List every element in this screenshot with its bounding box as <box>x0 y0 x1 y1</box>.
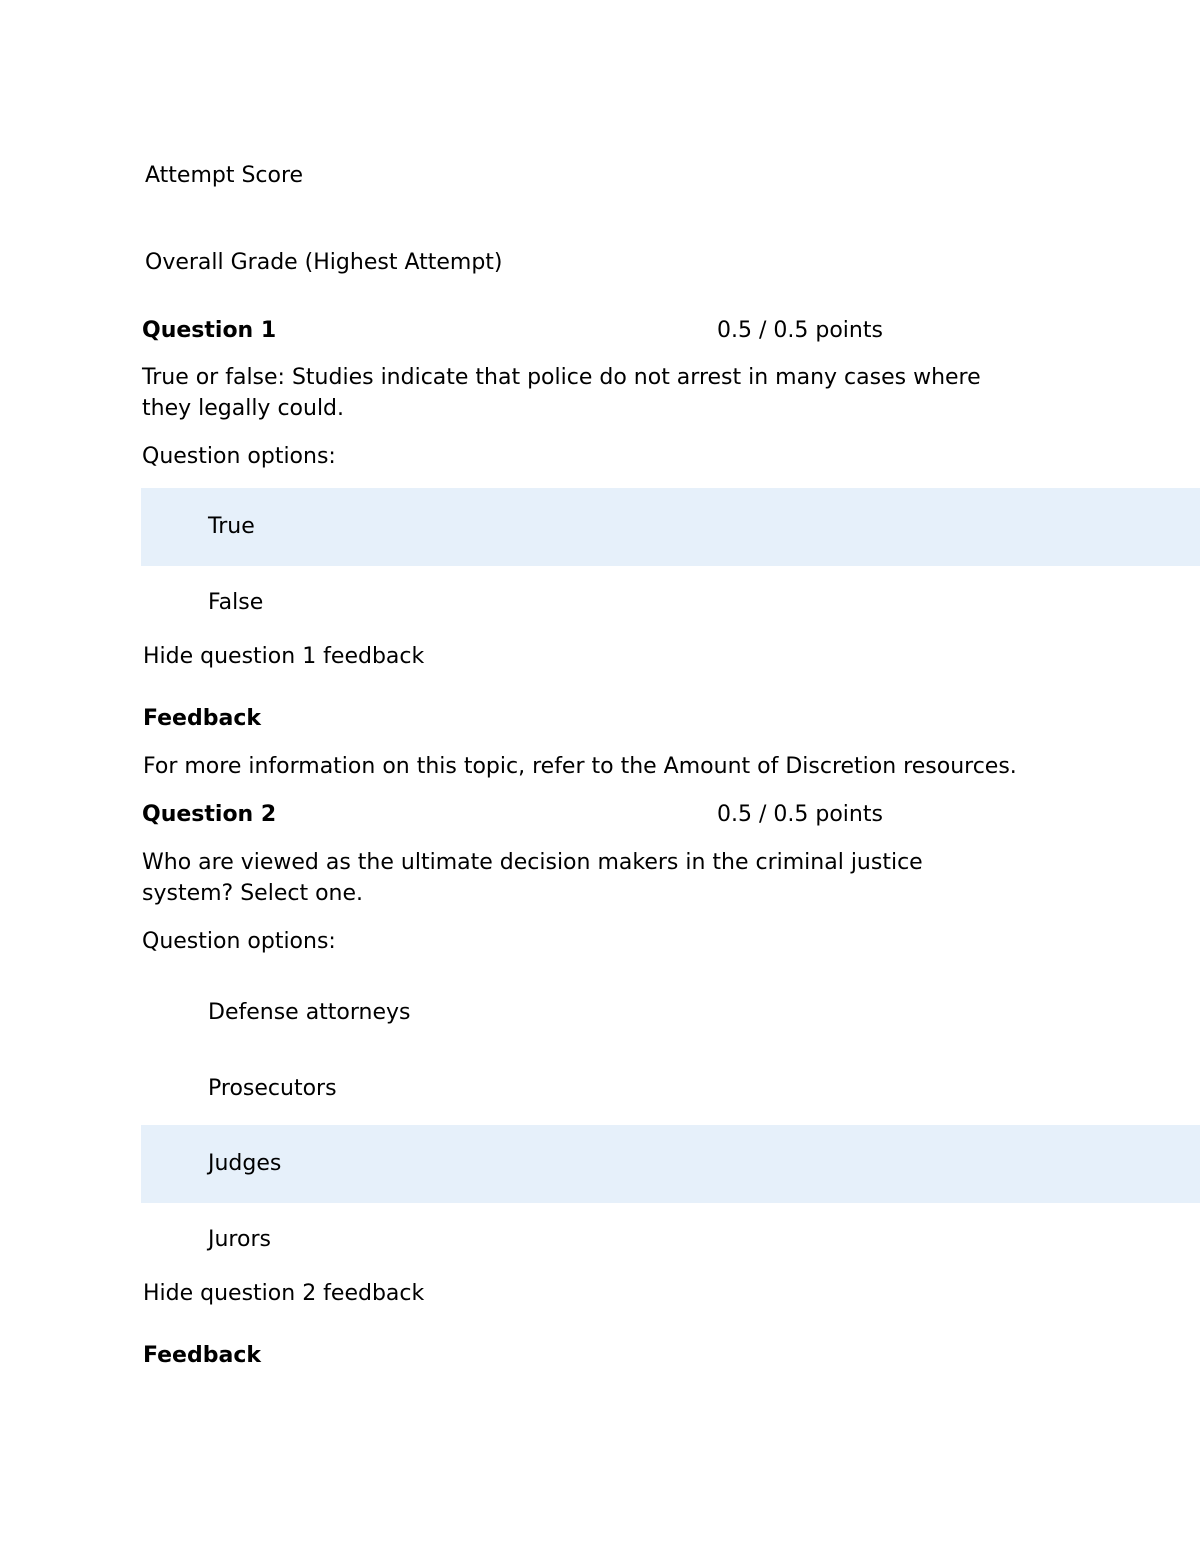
question-2-option-judges[interactable]: Judges <box>208 1151 282 1176</box>
question-2-selected-option-highlight <box>141 1125 1200 1203</box>
question-2-text-line-2: system? Select one. <box>142 881 363 906</box>
hide-question-1-feedback-link[interactable]: Hide question 1 feedback <box>143 644 425 669</box>
question-1-feedback-heading: Feedback <box>143 706 261 731</box>
overall-grade-label: Overall Grade (Highest Attempt) <box>145 250 503 275</box>
question-1-text-line-2: they legally could. <box>142 396 345 421</box>
question-1-selected-option-highlight <box>141 488 1200 566</box>
question-1-option-false[interactable]: False <box>208 590 264 615</box>
question-1-option-true[interactable]: True <box>208 514 255 539</box>
question-2-title: Question 2 <box>142 802 277 827</box>
question-1-points: 0.5 / 0.5 points <box>717 318 883 343</box>
question-2-option-defense-attorneys[interactable]: Defense attorneys <box>208 1000 411 1025</box>
question-2-text-line-1: Who are viewed as the ultimate decision makers in the criminal justice <box>142 850 923 875</box>
question-2-feedback-heading: Feedback <box>143 1343 261 1368</box>
question-2-options-label: Question options: <box>142 929 336 954</box>
attempt-score-label: Attempt Score <box>145 163 304 188</box>
question-1-title: Question 1 <box>142 318 277 343</box>
question-2-points: 0.5 / 0.5 points <box>717 802 883 827</box>
question-2-option-prosecutors[interactable]: Prosecutors <box>208 1076 337 1101</box>
question-1-options-label: Question options: <box>142 444 336 469</box>
question-1-text-line-1: True or false: Studies indicate that police do not arrest in many cases where <box>142 365 981 390</box>
question-2-option-jurors[interactable]: Jurors <box>208 1227 271 1252</box>
question-1-feedback-text: For more information on this topic, refer to the Amount of Discretion resources. <box>143 754 1017 779</box>
hide-question-2-feedback-link[interactable]: Hide question 2 feedback <box>143 1281 425 1306</box>
